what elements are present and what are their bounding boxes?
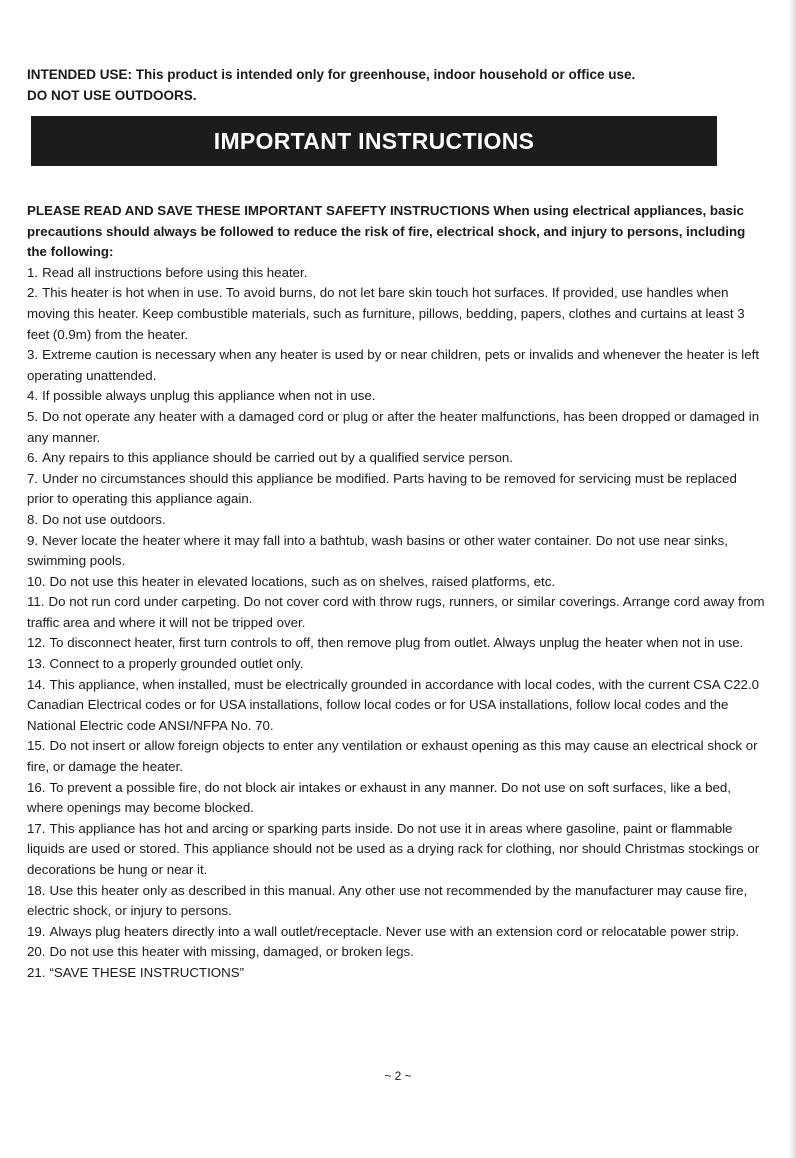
instruction-number: 12. — [27, 635, 46, 651]
instruction-item — [27, 819, 765, 881]
instruction-number: 20. — [27, 944, 46, 960]
instruction-item — [27, 345, 765, 386]
instruction-text: Use this heater only as described in this manual. Any other use not recommended by the manufacturer may cause fire, electric shock, or injury to persons. — [27, 882, 748, 919]
important-instructions-banner — [31, 116, 717, 166]
instruction-text: Do not use outdoors. — [42, 511, 166, 527]
instruction-item — [27, 263, 765, 284]
instruction-item — [27, 633, 765, 654]
instruction-item — [27, 510, 765, 531]
instruction-number: 13. — [27, 656, 46, 672]
instruction-number: 15. — [27, 738, 46, 754]
instruction-item — [27, 469, 765, 510]
instruction-text: Connect to a properly grounded outlet only. — [49, 656, 304, 672]
instruction-number: 17. — [27, 820, 46, 836]
instruction-item — [27, 675, 765, 737]
instruction-text: Always plug heaters directly into a wall outlet/receptacle. Never use with an extension cord or relocatable power strip. — [49, 923, 740, 939]
instruction-number: 18. — [27, 882, 46, 898]
instruction-item — [27, 922, 765, 943]
instruction-number: 2. — [27, 285, 39, 301]
instruction-number: 7. — [27, 470, 39, 486]
instruction-number: 1. — [27, 264, 39, 280]
instruction-number: 4. — [27, 388, 39, 404]
instruction-item — [27, 963, 765, 984]
instruction-text: Do not operate any heater with a damaged cord or plug or after the heater malfunctions, has been dropped or damaged in any manner. — [27, 408, 760, 445]
instruction-number: 10. — [27, 573, 46, 589]
instruction-item — [27, 407, 765, 448]
instruction-item — [27, 654, 765, 675]
instruction-item — [27, 881, 765, 922]
instruction-text: Do not insert or allow foreign objects to enter any ventilation or exhaust opening as this may cause an electrical shock or fire, or damage the heater. — [27, 738, 758, 775]
instruction-number: 19. — [27, 923, 46, 939]
instructions-intro: PLEASE READ AND SAVE THESE IMPORTANT SAFEFTY INSTRUCTIONS When using electrical appliances, basic precautions should always be followed to reduce the risk of fire, electrical shock, and injury to persons, including the following: — [27, 203, 746, 260]
instruction-text: Under no circumstances should this appliance be modified. Parts having to be removed for servicing must be replaced prior to operating this appliance again. — [27, 470, 737, 507]
instruction-number: 9. — [27, 532, 39, 548]
instruction-text: This appliance has hot and arcing or sparking parts inside. Do not use it in areas where gasoline, paint or flammable liquids are used or stored. This appliance should not be used as a drying rack for clothing, nor should Christmas stockings or decorations be hung or near it. — [27, 820, 760, 877]
instruction-number: 14. — [27, 676, 46, 692]
instruction-number: 21. — [27, 964, 46, 980]
banner-title: IMPORTANT INSTRUCTIONS — [213, 127, 535, 154]
instruction-text: Never locate the heater where it may fall into a bathtub, wash basins or other water container. Do not use near sinks, swimming pools. — [27, 532, 728, 569]
instruction-text: Do not use this heater in elevated locations, such as on shelves, raised platforms, etc. — [49, 573, 556, 589]
intended-use-line: INTENDED USE: This product is intended only for greenhouse, indoor household or office use. — [27, 67, 636, 82]
instruction-number: 5. — [27, 408, 39, 424]
page-number: ~ 2 ~ — [384, 1069, 412, 1083]
instruction-item — [27, 531, 765, 572]
instruction-item — [27, 448, 765, 469]
instruction-item — [27, 778, 765, 819]
instruction-number: 3. — [27, 347, 39, 363]
instruction-text: This appliance, when installed, must be electrically grounded in accordance with local codes, with the current CSA C22.0 Canadian Electrical codes or for USA installations, follow local codes or for USA installations, follow local codes and the National Electric code ANSI/NFPA No. 70. — [27, 676, 760, 733]
outdoor-warning-line: DO NOT USE OUTDOORS. — [27, 88, 197, 103]
instruction-item — [27, 592, 765, 633]
instruction-text: Extreme caution is necessary when any heater is used by or near children, pets or invalids and whenever the heater is left operating unattended. — [27, 347, 760, 383]
instruction-text: Read all instructions before using this heater. — [42, 264, 308, 280]
instructions-body — [27, 201, 765, 984]
instruction-text: To disconnect heater, first turn controls to off, then remove plug from outlet. Always unplug the heater when not in use. — [49, 635, 744, 651]
instruction-text: Do not use this heater with missing, damaged, or broken legs. — [49, 944, 414, 960]
instruction-item — [27, 942, 765, 963]
instruction-number: 8. — [27, 511, 39, 527]
instruction-item — [27, 386, 765, 407]
instruction-number: 16. — [27, 779, 46, 795]
instruction-item — [27, 283, 765, 345]
instruction-number: 11. — [27, 594, 45, 610]
instruction-item — [27, 736, 765, 777]
scan-edge-shadow — [788, 0, 796, 1158]
intended-use-notice — [27, 64, 767, 106]
instruction-text: Any repairs to this appliance should be carried out by a qualified service person. — [42, 450, 513, 466]
instruction-text: If possible always unplug this appliance when not in use. — [42, 388, 376, 404]
instruction-text: This heater is hot when in use. To avoid burns, do not let bare skin touch hot surfaces. If provided, use handles when moving this heater. Keep combustible materials, such as furniture, pillows, bedding, papers, clothes and curtains at least 3 feet (0.9m) from the heater. — [27, 285, 745, 342]
instruction-item — [27, 572, 765, 593]
instruction-text: “SAVE THESE INSTRUCTIONS” — [49, 964, 245, 980]
instructions-list — [27, 263, 765, 984]
instruction-text: Do not run cord under carpeting. Do not cover cord with throw rugs, runners, or similar coverings. Arrange cord away from traffic area and where it will not be tripped over. — [27, 594, 765, 630]
instruction-number: 6. — [27, 450, 39, 466]
instruction-text: To prevent a possible fire, do not block air intakes or exhaust in any manner. Do not use on soft surfaces, like a bed, where openings may become blocked. — [27, 779, 731, 816]
